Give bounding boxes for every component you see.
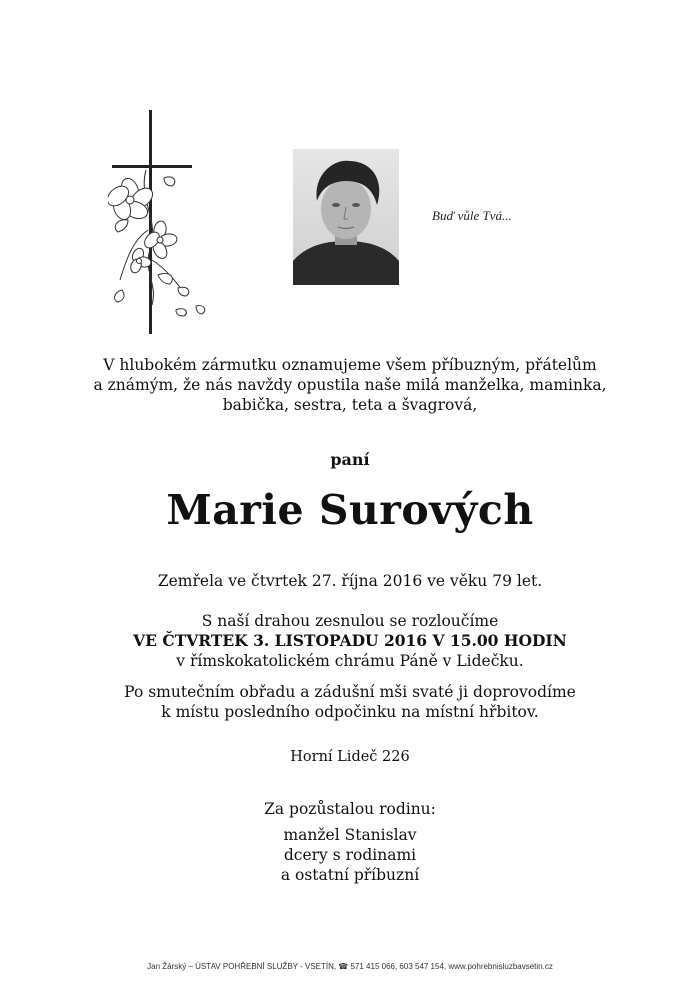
death-notice-line: Zemřela ve čtvrtek 27. října 2016 ve věku 79 let. — [157, 572, 543, 590]
intro-line: a známým, že nás navždy opustila naše milá manželka, maminka, — [93, 376, 607, 394]
ceremony-info — [0, 611, 700, 671]
deceased-name: Marie Surových — [166, 486, 534, 534]
portrait-photo — [293, 149, 399, 285]
ceremony-datetime: VE ČTVRTEK 3. LISTOPADU 2016 V 15.00 HODIN — [133, 631, 567, 650]
family-heading: Za pozůstalou rodinu: — [264, 800, 436, 818]
burial-info — [0, 682, 700, 722]
intro-line: babička, sestra, teta a švagrová, — [222, 396, 478, 414]
title-word: paní — [330, 450, 370, 469]
family-member: dcery s rodinami — [283, 846, 417, 864]
family-member: manžel Stanislav — [283, 826, 417, 844]
intro-paragraph — [0, 355, 700, 415]
footer-contact: Jan Žárský – ÚSTAV POHŘEBNÍ SLUŽBY - VSETÍN, ☎ 571 415 066, 603 547 154, www.pohrebnisluzbavsetin.cz — [147, 962, 553, 971]
burial-line: k místu posledního odpočinku na místní hřbitov. — [161, 703, 539, 721]
motto-text: Buď vůle Tvá... — [432, 208, 512, 223]
address: Horní Lideč 226 — [290, 749, 410, 765]
burial-line: Po smutečním obřadu a zádušní mši svaté ji doprovodíme — [124, 683, 576, 701]
ceremony-location: v římskokatolickém chrámu Páně v Lidečku. — [176, 652, 524, 670]
family-list — [0, 825, 700, 885]
cross-with-flowers-icon — [108, 110, 218, 335]
family-member: a ostatní příbuzní — [280, 866, 420, 884]
ceremony-line: S naší drahou zesnulou se rozloučíme — [201, 612, 499, 630]
intro-line: V hlubokém zármutku oznamujeme všem příbuzným, přátelům — [103, 356, 597, 374]
